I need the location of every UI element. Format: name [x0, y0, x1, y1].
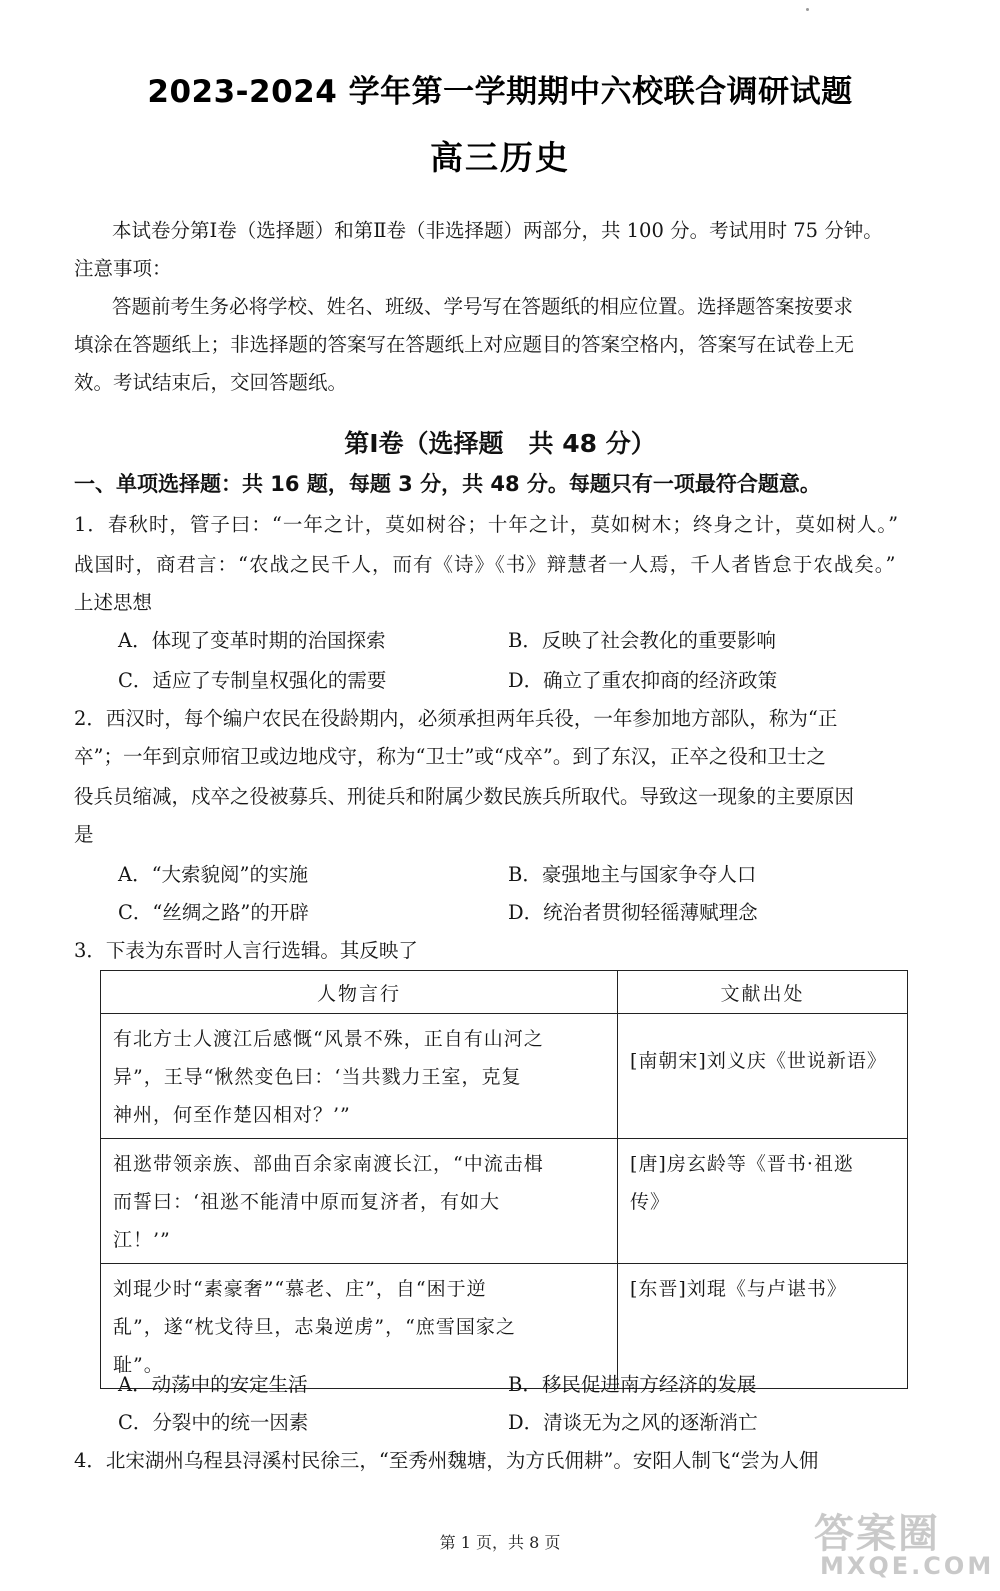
- quote-line: 有北方士人渡江后感慨“风景不殊，正自有山河之: [113, 1028, 544, 1050]
- notice-label: 注意事项：: [74, 257, 172, 280]
- section-title: 第Ⅰ卷（选择题 共 48 分）: [344, 429, 656, 458]
- table-cell-source: [618, 1139, 908, 1264]
- intro-line: 本试卷分第Ⅰ卷（选择题）和第Ⅱ卷（非选择题）两部分，共 100 分。考试用时 75 分钟。: [112, 219, 883, 242]
- notice-line: 效。考试结束后，交回答题纸。: [74, 371, 348, 394]
- source-line: [东晋]刘琨《与卢谌书》: [630, 1278, 847, 1300]
- question-1-option-c: C．适应了专制皇权强化的需要: [118, 669, 387, 692]
- question-3-option-d: D．清谈无为之风的逐渐消亡: [508, 1411, 758, 1434]
- source-table: [100, 970, 908, 1389]
- table-row: [101, 1014, 908, 1139]
- question-2-stem: 卒”；一年到京师宿卫或边地戍守，称为“卫士”或“戍卒”。到了东汉，正卒之役和卫士之: [74, 745, 826, 768]
- exam-subject: 高三历史: [430, 138, 570, 177]
- quote-line: 神州，何至作楚囚相对？’”: [113, 1104, 351, 1126]
- source-line: [南朝宋]刘义庆《世说新语》: [630, 1050, 887, 1072]
- table-cell-quote: [101, 1264, 618, 1389]
- question-2-stem: 役兵员缩减，戍卒之役被募兵、刑徒兵和附属少数民族兵所取代。导致这一现象的主要原因: [74, 785, 855, 808]
- quote-line: 刘琨少时“素豪奢”“慕老、庄”，自“困于逆: [113, 1278, 487, 1300]
- quote-line: 耻”。: [113, 1354, 164, 1376]
- watermark-url: MXQE.COM: [820, 1552, 995, 1580]
- question-2-option-c: C．“丝绸之路”的开辟: [118, 901, 309, 924]
- table-header-cell: 文献出处: [618, 971, 908, 1014]
- quote-line: 异”，王导“愀然变色曰：‘当共戮力王室，克复: [113, 1066, 522, 1088]
- question-4-stem: 4．北宋湖州乌程县浔溪村民徐三，“至秀州魏塘，为方氏佣耕”。安阳人制飞“尝为人佣: [74, 1449, 819, 1472]
- exam-title: 2023-2024 学年第一学期期中六校联合调研试题: [147, 74, 853, 110]
- table-cell-quote: [101, 1139, 618, 1264]
- table-header-cell: 人物言行: [101, 971, 618, 1014]
- speck-dot: [806, 8, 809, 11]
- table-cell-source: [618, 1014, 908, 1139]
- quote-line: 江！’”: [113, 1229, 171, 1251]
- question-1-stem: 1．春秋时，管子曰：“一年之计，莫如树谷；十年之计，莫如树木；终身之计，莫如树人。”: [74, 513, 900, 536]
- quote-line: 乱”，遂“枕戈待旦，志枭逆虏”，“庶雪国家之: [113, 1316, 516, 1338]
- watermark-text: 答案圈: [814, 1511, 940, 1557]
- question-2-option-b: B．豪强地主与国家争夺人口: [508, 863, 757, 886]
- table-row: [101, 1139, 908, 1264]
- question-3-stem: 3．下表为东晋时人言行选辑。其反映了: [74, 939, 418, 962]
- question-1-stem: 上述思想: [74, 591, 153, 614]
- notice-line: 填涂在答题纸上；非选择题的答案写在答题纸上对应题目的答案空格内，答案写在试卷上无: [74, 333, 855, 356]
- question-2-option-a: A．“大索貌阅”的实施: [118, 863, 309, 886]
- table-cell-quote: [101, 1014, 618, 1139]
- page-number: 第 1 页，共 8 页: [439, 1533, 561, 1552]
- question-1-option-d: D．确立了重农抑商的经济政策: [508, 669, 778, 692]
- question-1-option-a: A．体现了变革时期的治国探索: [118, 629, 386, 652]
- question-3-option-c: C．分裂中的统一因素: [118, 1411, 309, 1434]
- question-1-stem: 战国时，商君言：“农战之民千人，而有《诗》《书》辩慧者一人焉，千人者皆怠于农战矣。”: [74, 553, 897, 576]
- notice-line: 答题前考生务必将学校、姓名、班级、学号写在答题纸的相应位置。选择题答案按要求: [112, 295, 854, 318]
- table-header-row: [101, 971, 908, 1014]
- question-3-option-a: A．动荡中的安定生活: [118, 1373, 308, 1396]
- section-instructions: 一、单项选择题：共 16 题，每题 3 分，共 48 分。每题只有一项最符合题意。: [74, 472, 821, 496]
- source-line: [唐]房玄龄等《晋书·祖逖: [630, 1153, 854, 1175]
- watermark-logo: [806, 1502, 995, 1582]
- source-line: 传》: [630, 1191, 671, 1213]
- question-3-option-b: B．移民促进南方经济的发展: [508, 1373, 757, 1396]
- question-1-option-b: B．反映了社会教化的重要影响: [508, 629, 776, 652]
- table-cell-source: [618, 1264, 908, 1389]
- quote-line: 祖逖带领亲族、部曲百余家南渡长江，“中流击楫: [113, 1153, 544, 1175]
- question-2-stem: 是: [74, 823, 94, 846]
- question-2-stem: 2．西汉时，每个编户农民在役龄期内，必须承担两年兵役，一年参加地方部队，称为“正: [74, 707, 838, 730]
- quote-line: 而誓曰：‘祖逖不能清中原而复济者，有如大: [113, 1191, 501, 1213]
- table-row: [101, 1264, 908, 1389]
- question-2-option-d: D．统治者贯彻轻徭薄赋理念: [508, 901, 758, 924]
